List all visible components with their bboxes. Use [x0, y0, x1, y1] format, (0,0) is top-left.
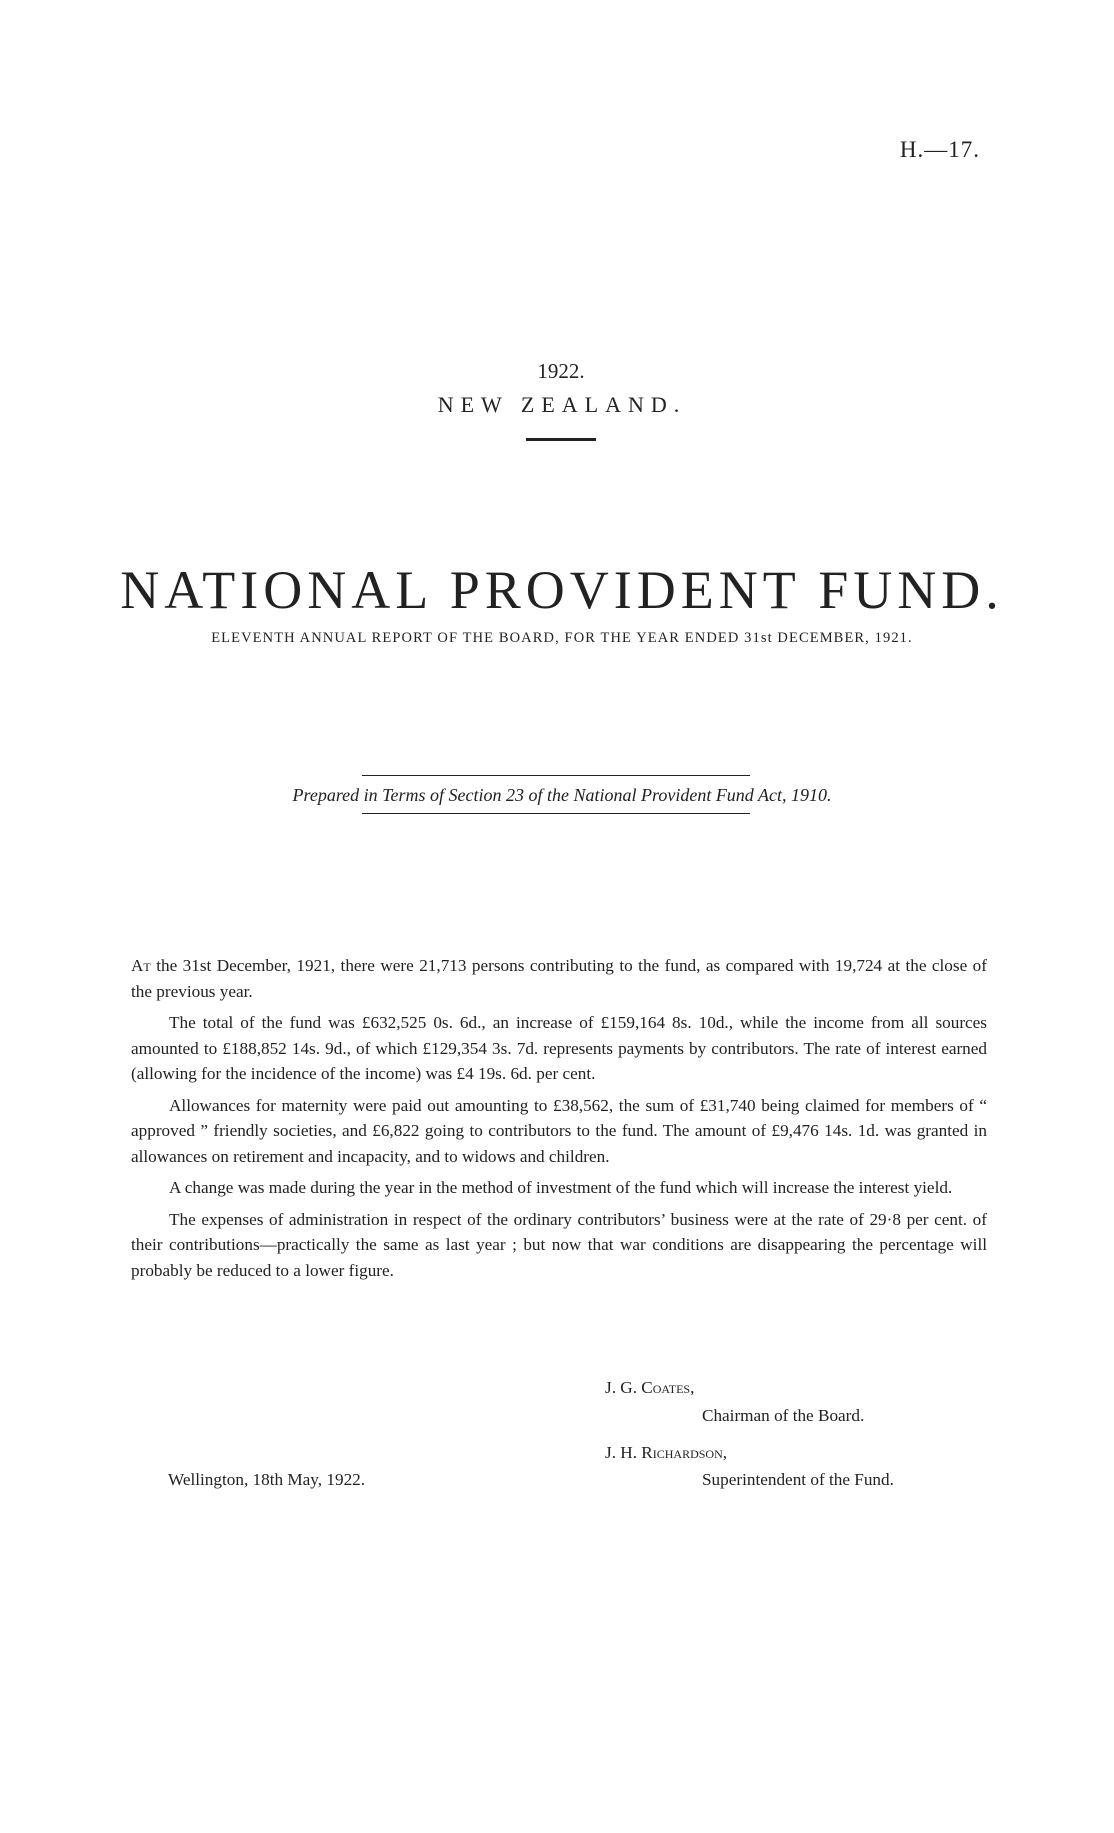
document-country: NEW ZEALAND.: [437, 392, 687, 417]
paragraph-expenses: The expenses of administration in respect of the ordinary contributors’ business were at the rate of 29·8 per cent. of their contributions—practically the same as last year ; but now that war conditions are disappearing the percentage will probably be reduced to a lower figure.: [131, 1209, 987, 1280]
report-body: [131, 953, 987, 1289]
paragraph-investment: A change was made during the year in the method of investment of the fund which will increase the interest yield.: [169, 1178, 953, 1197]
document-title: NATIONAL PROVIDENT FUND.: [120, 560, 1004, 620]
short-divider: [526, 438, 596, 441]
paragraph-contributors: [131, 953, 987, 1004]
document-reference: H.—17.: [899, 137, 980, 162]
paragraph-allowances: Allowances for maternity were paid out amounting to £38,562, the sum of £31,740 being claimed for members of “ approved ” friendly societies, and £6,822 going to contributors to the fund. The amount of £9,476 14s. 1d. was granted in allowances on retirement and incapacity, and to widows and children.: [131, 1095, 987, 1166]
paragraph-contributors-text: the 31st December, 1921, there were 21,713 persons contributing to the fund, as compared with 19,724 at the close of the previous year.: [131, 956, 987, 1001]
bottom-divider: [362, 813, 750, 814]
paragraph-fund-total: The total of the fund was £632,525 0s. 6d., an increase of £159,164 8s. 10d., while the income from all sources amounted to £188,852 14s. 9d., of which £129,354 3s. 7d. represents payments by contributors. The rate of interest earned (allowing for the incidence of the income) was £4 19s. 6d. per cent.: [131, 1013, 987, 1083]
document-subtitle: ELEVENTH ANNUAL REPORT OF THE BOARD, FOR THE YEAR ENDED 31st DECEMBER, 1921.: [211, 630, 913, 646]
prepared-statement: Prepared in Terms of Section 23 of the National Provident Fund Act, 1910.: [292, 785, 832, 805]
signatory-superintendent-title: Superintendent of the Fund.: [702, 1470, 894, 1489]
top-divider: [362, 775, 750, 776]
paragraph-lead-word: At: [131, 956, 151, 975]
signatory-superintendent-name: J. H. Richardson,: [605, 1443, 728, 1462]
document-year: 1922.: [537, 359, 585, 383]
signatory-chairman-name: J. G. Coates,: [605, 1378, 695, 1397]
place-and-date: Wellington, 18th May, 1922.: [168, 1470, 366, 1489]
signatory-chairman-title: Chairman of the Board.: [702, 1406, 865, 1425]
